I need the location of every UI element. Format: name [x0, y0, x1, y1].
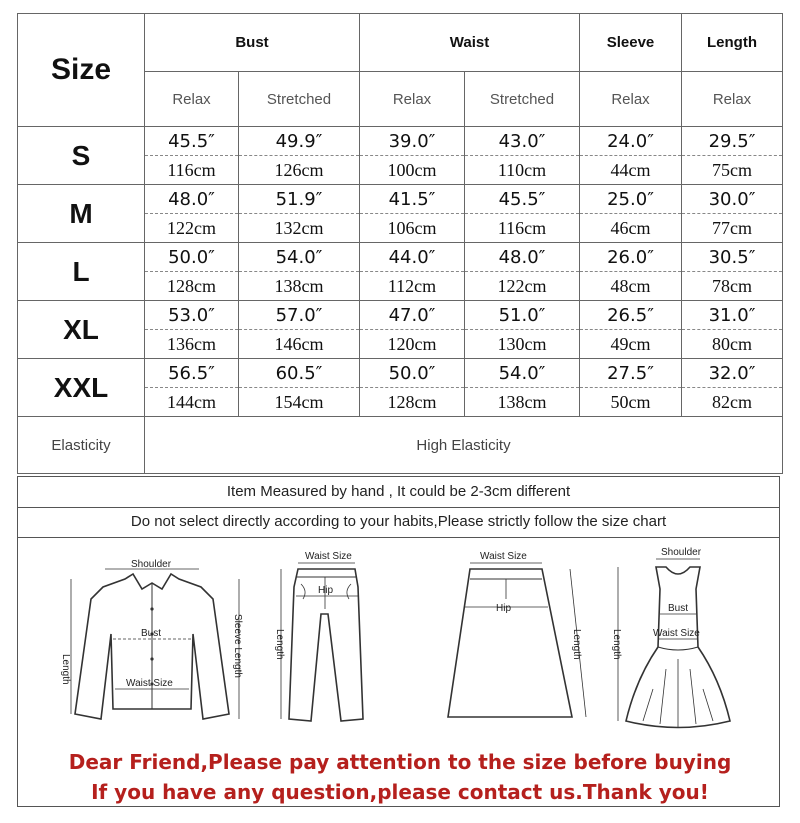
sub-header-waist-relax: Relax: [360, 72, 465, 127]
table-cell: 29.5″: [682, 127, 783, 156]
pants-diagram: [263, 539, 383, 744]
table-cell: 49.9″: [239, 127, 360, 156]
elasticity-label: Elasticity: [18, 417, 145, 474]
table-cell: 47.0″: [360, 301, 465, 330]
table-cell: 43.0″: [465, 127, 580, 156]
table-cell: 53.0″: [145, 301, 239, 330]
table-cell: 46cm: [580, 214, 682, 243]
dress-shoulder-label: Shoulder: [661, 547, 702, 558]
table-cell: 146cm: [239, 330, 360, 359]
footer-attention-notice: Dear Friend,Please pay attention to the size before buying: [68, 750, 732, 774]
size-column-header: Size: [18, 14, 145, 127]
table-row-s-inch: [18, 127, 783, 156]
sub-header-bust-stretched: Stretched: [239, 72, 360, 127]
table-cell: 31.0″: [682, 301, 783, 330]
size-label-s: S: [18, 127, 145, 185]
bust-header: Bust: [145, 14, 360, 72]
table-cell: 51.0″: [465, 301, 580, 330]
table-cell: 48.0″: [145, 185, 239, 214]
table-cell: 48.0″: [465, 243, 580, 272]
table-cell: 138cm: [465, 388, 580, 417]
table-cell: 39.0″: [360, 127, 465, 156]
table-cell: 120cm: [360, 330, 465, 359]
table-cell: 50.0″: [145, 243, 239, 272]
table-cell: 132cm: [239, 214, 360, 243]
size-label-l: L: [18, 243, 145, 301]
table-cell: 32.0″: [682, 359, 783, 388]
pants-waist-label: Waist Size: [305, 551, 352, 562]
shirt-sleeve-label: Sleeve Length: [232, 614, 243, 678]
dress-waist-label: Waist Size: [653, 628, 700, 639]
table-cell: 45.5″: [145, 127, 239, 156]
table-cell: 57.0″: [239, 301, 360, 330]
table-cell: 116cm: [465, 214, 580, 243]
sub-header-length-relax: Relax: [682, 72, 783, 127]
sleeve-header: Sleeve: [580, 14, 682, 72]
table-cell: 128cm: [360, 388, 465, 417]
table-cell: 116cm: [145, 156, 239, 185]
table-cell: 56.5″: [145, 359, 239, 388]
waist-header: Waist: [360, 14, 580, 72]
skirt-diagram: [438, 539, 598, 744]
skirt-icon: [438, 539, 598, 739]
table-cell: 110cm: [465, 156, 580, 185]
dress-length-label: Length: [611, 629, 622, 660]
table-cell: 51.9″: [239, 185, 360, 214]
table-cell: 30.0″: [682, 185, 783, 214]
table-cell: 49cm: [580, 330, 682, 359]
size-label-xl: XL: [18, 301, 145, 359]
table-cell: 26.0″: [580, 243, 682, 272]
dress-bust-label: Bust: [668, 603, 689, 614]
skirt-waist-label: Waist Size: [480, 551, 527, 562]
table-cell: 44cm: [580, 156, 682, 185]
table-cell: 144cm: [145, 388, 239, 417]
table-cell: 48cm: [580, 272, 682, 301]
table-row-l-inch: [18, 243, 783, 272]
sub-header-sleeve-relax: Relax: [580, 72, 682, 127]
shirt-bust-label: Bust: [141, 628, 162, 639]
table-cell: 130cm: [465, 330, 580, 359]
skirt-hip-label: Hip: [496, 603, 512, 614]
shirt-length-label: Length: [60, 654, 71, 685]
size-label-m: M: [18, 185, 145, 243]
sub-header-waist-stretched: Stretched: [465, 72, 580, 127]
table-row-xl-inch: [18, 301, 783, 330]
table-cell: 122cm: [145, 214, 239, 243]
table-cell: 54.0″: [465, 359, 580, 388]
skirt-length-label: Length: [571, 629, 582, 660]
sub-header-bust-relax: Relax: [145, 72, 239, 127]
table-cell: 122cm: [465, 272, 580, 301]
pants-hip-label: Hip: [318, 585, 334, 596]
table-cell: 54.0″: [239, 243, 360, 272]
table-cell: 100cm: [360, 156, 465, 185]
size-label-xxl: XXL: [18, 359, 145, 417]
table-cell: 50.0″: [360, 359, 465, 388]
table-cell: 27.5″: [580, 359, 682, 388]
shirt-shoulder-label: Shoulder: [131, 559, 172, 570]
header-row-groups: [18, 14, 783, 72]
elasticity-row: [18, 417, 783, 474]
dress-icon: [608, 539, 758, 739]
note-follow-size-chart: Do not select directly according to your habits,Please strictly follow the size chart: [18, 507, 779, 538]
table-cell: 128cm: [145, 272, 239, 301]
shirt-diagram: [60, 539, 248, 744]
shirt-icon: [60, 539, 248, 739]
size-chart-table: [17, 13, 783, 474]
length-header: Length: [682, 14, 783, 72]
table-cell: 126cm: [239, 156, 360, 185]
table-cell: 82cm: [682, 388, 783, 417]
table-cell: 60.5″: [239, 359, 360, 388]
table-cell: 26.5″: [580, 301, 682, 330]
table-cell: 41.5″: [360, 185, 465, 214]
table-cell: 44.0″: [360, 243, 465, 272]
note-measured-by-hand: Item Measured by hand , It could be 2-3cm different: [18, 477, 779, 508]
table-cell: 75cm: [682, 156, 783, 185]
pants-length-label: Length: [274, 629, 285, 660]
table-cell: 112cm: [360, 272, 465, 301]
table-cell: 106cm: [360, 214, 465, 243]
table-cell: 45.5″: [465, 185, 580, 214]
table-cell: 30.5″: [682, 243, 783, 272]
table-cell: 78cm: [682, 272, 783, 301]
table-row-xxl-inch: [18, 359, 783, 388]
table-cell: 80cm: [682, 330, 783, 359]
table-row-m-inch: [18, 185, 783, 214]
table-cell: 25.0″: [580, 185, 682, 214]
table-cell: 77cm: [682, 214, 783, 243]
table-cell: 136cm: [145, 330, 239, 359]
table-cell: 154cm: [239, 388, 360, 417]
dress-diagram: [608, 539, 758, 744]
table-cell: 138cm: [239, 272, 360, 301]
pants-icon: [263, 539, 383, 739]
elasticity-value: High Elasticity: [145, 417, 783, 474]
table-cell: 50cm: [580, 388, 682, 417]
shirt-waist-label: Waist Size: [126, 678, 173, 689]
measurement-diagrams: [18, 539, 779, 739]
footer-contact-notice: If you have any question,please contact us.Thank you!: [91, 780, 709, 804]
table-cell: 24.0″: [580, 127, 682, 156]
